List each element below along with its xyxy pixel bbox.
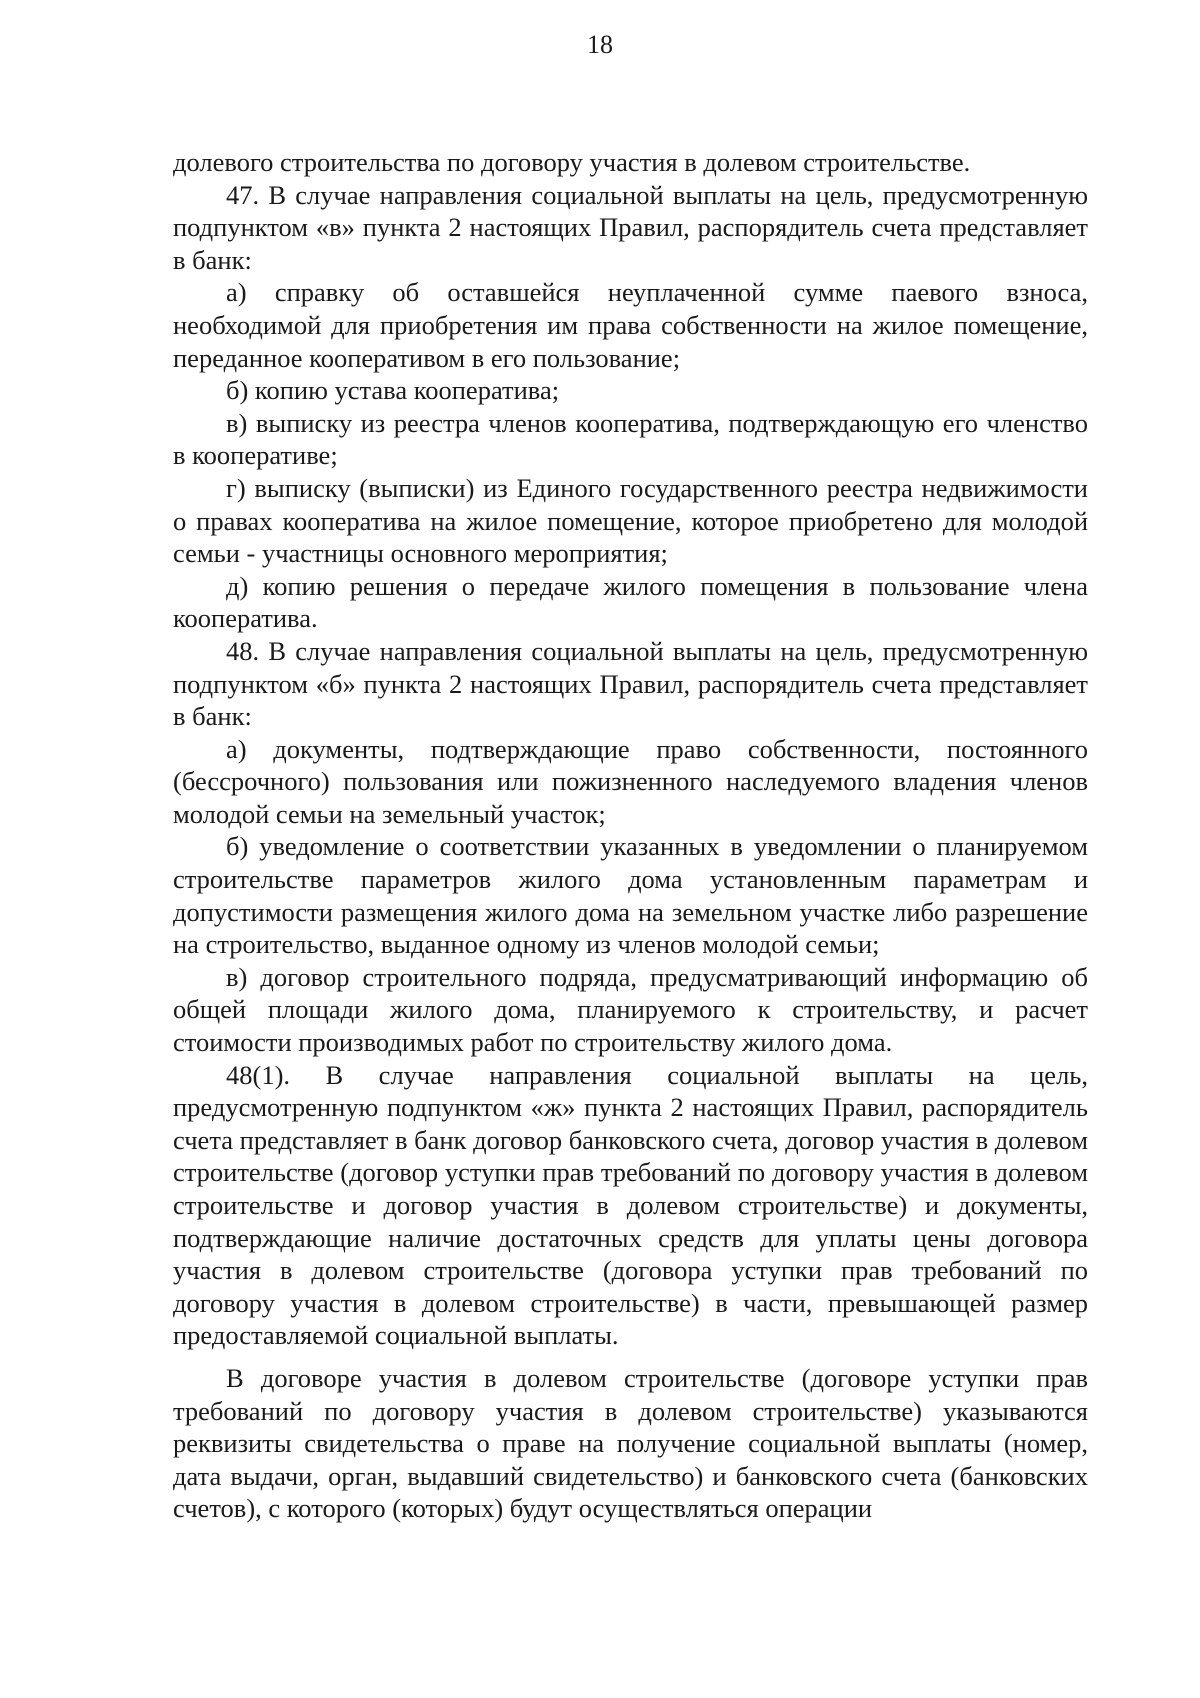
paragraph-47-g: г) выписку (выписки) из Единого государственного реестра недвижимости о правах кооператива на жилое помещение, которое приобретено для молодой семьи - участницы основного мероприятия; [173,472,1088,569]
paragraph-item-48-1: 48(1). В случае направления социальной выплаты на цель, предусмотренную подпунктом «ж» пункта 2 настоящих Правил, распорядитель счета представляет в банк договор банковского счета, договор участия в долевом строительстве (договор уступки прав требований по договору участия в долевом строительстве и договор участия в долевом строительстве) и документы, подтверждающие наличие достаточных средств для уплаты цены договора участия в долевом строительстве (договора уступки прав требований по договору участия в долевом строительстве) в части, превышающей размер предоставляемой социальной выплаты. [173,1059,1088,1351]
page-number: 18 [587,30,613,59]
paragraph-47-a: а) справку об оставшейся неуплаченной сумме паевого взноса, необходимой для приобретения им права собственности на жилое помещение, переданное кооперативом в его пользование; [173,277,1088,373]
paragraph-47-b: б) копию устава кооператива; [226,375,560,406]
document-body [173,146,1088,1525]
paragraph-item-47: 47. В случае направления социальной выплаты на цель, предусмотренную подпунктом «в» пункта 2 настоящих Правил, распорядитель счета представляет в банк: [173,179,1088,275]
paragraph-continuation: долевого строительства по договору участия в долевом строительстве. [173,147,971,177]
paragraph-contract-details: В договоре участия в долевом строительстве (договоре уступки прав требований по договору участия в долевом строительстве) указываются реквизиты свидетельства о праве на получение социальной выплаты (номер, дата выдачи, орган, выдавший свидетельство) и банковского счета (банковских счетов), с которого (которых) будут осуществляться операции [173,1362,1088,1524]
paragraph-48-v: в) договор строительного подряда, предусматривающий информацию об общей площади жилого дома, планируемого к строительству, и расчет стоимости производимых работ по строительству жилого дома. [173,961,1088,1058]
paragraph-48-b: б) уведомление о соответствии указанных в уведомлении о планируемом строительстве параметров жилого дома установленным параметрам и допустимости размещения жилого дома на земельном участке либо разрешение на строительство, выданное одному из членов молодой семьи; [173,831,1088,960]
paragraph-47-d: д) копию решения о передаче жилого помещения в пользование члена кооператива. [173,570,1088,634]
paragraph-47-v: в) выписку из реестра членов кооператива, подтверждающую его членство в кооперативе; [173,407,1088,471]
paragraph-item-48: 48. В случае направления социальной выплаты на цель, предусмотренную подпунктом «б» пункта 2 настоящих Правил, распорядитель счета представляет в банк: [173,635,1088,732]
paragraph-48-a: а) документы, подтверждающие право собственности, постоянного (бессрочного) пользования или пожизненного наследуемого владения членов молодой семьи на земельный участок; [173,733,1088,829]
